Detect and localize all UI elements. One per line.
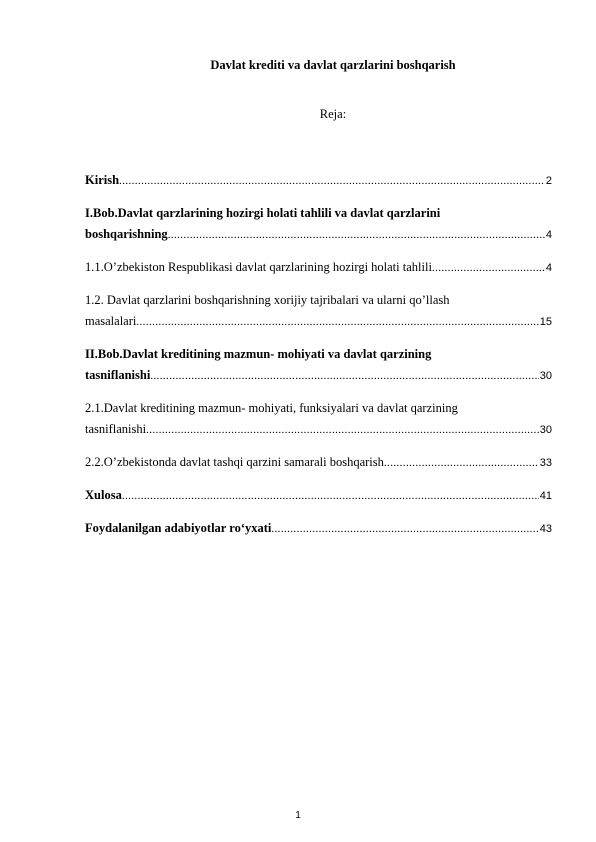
toc-entry-label: 1.1.O’zbekiston Respublikasi davlat qarzlarining hozirgi holati tahlili (85, 260, 432, 274)
toc-entry-label: masalalari (85, 314, 137, 328)
toc-page-number: 30 (539, 424, 552, 436)
toc-entry-2-2 (85, 452, 552, 473)
table-of-contents (85, 170, 552, 539)
toc-entry-1-1 (85, 257, 552, 278)
toc-entry-1-2-line1 (85, 290, 552, 311)
toc-leader-dots (271, 519, 538, 539)
toc-leader-dots (432, 258, 545, 278)
toc-leader-dots (136, 312, 538, 332)
toc-entry-1-2-line2 (85, 311, 552, 332)
toc-leader-dots (146, 420, 539, 440)
page-number: 1 (295, 810, 301, 821)
toc-entry-label: tasniflanishi (85, 368, 151, 382)
toc-entry-label: 1.2. Davlat qarzlarini boshqarishning xorijiy tajribalari va ularni qo’llash (85, 293, 450, 307)
toc-entry-label: 2.2.O’zbekistonda davlat tashqi qarzini samarali boshqarish (85, 455, 384, 469)
toc-entry-bob1-line2 (85, 224, 552, 245)
toc-leader-dots (119, 171, 545, 191)
toc-page-number: 41 (539, 490, 552, 502)
toc-page-number: 4 (545, 262, 552, 274)
toc-entry-label: Kirish (85, 173, 120, 187)
toc-leader-dots (384, 453, 539, 473)
toc-entry-label: tasniflanishi (85, 422, 147, 436)
document-title: Davlat krediti va davlat qarzlarini boshqarish (210, 58, 456, 72)
toc-entry-bob1-line1 (85, 203, 552, 224)
toc-page-number: 30 (539, 370, 552, 382)
toc-entry-2-1-line2 (85, 419, 552, 440)
toc-entry-label: Xulosa (85, 488, 122, 502)
plan-heading: Reja: (319, 107, 347, 121)
toc-entry-xulosa (85, 485, 552, 506)
toc-page-number: 15 (539, 316, 552, 328)
toc-page-number: 4 (545, 229, 552, 241)
toc-entry-label: 2.1.Davlat kreditining mazmun- mohiyati, funksiyalari va davlat qarzining (85, 401, 458, 415)
toc-entry-bob2-line2 (85, 365, 552, 386)
toc-leader-dots (122, 486, 539, 506)
toc-entry-label: Foydalanilgan adabiyotlar ro‘yxati (85, 521, 272, 535)
toc-page-number: 2 (545, 175, 552, 187)
toc-page-number: 43 (539, 523, 552, 535)
toc-entry-kirish (85, 170, 552, 191)
toc-entry-label: boshqarishning (85, 227, 168, 241)
toc-entry-label: II.Bob.Davlat kreditining mazmun- mohiyati va davlat qarzining (85, 347, 432, 361)
toc-entry-bob2-line1 (85, 344, 552, 365)
toc-entry-label: I.Bob.Davlat qarzlarining hozirgi holati tahlili va davlat qarzlarini (85, 206, 441, 220)
toc-leader-dots (150, 366, 538, 386)
toc-leader-dots (168, 225, 545, 245)
toc-entry-adabiyotlar (85, 518, 552, 539)
toc-entry-2-1-line1 (85, 398, 552, 419)
toc-page-number: 33 (539, 457, 552, 469)
